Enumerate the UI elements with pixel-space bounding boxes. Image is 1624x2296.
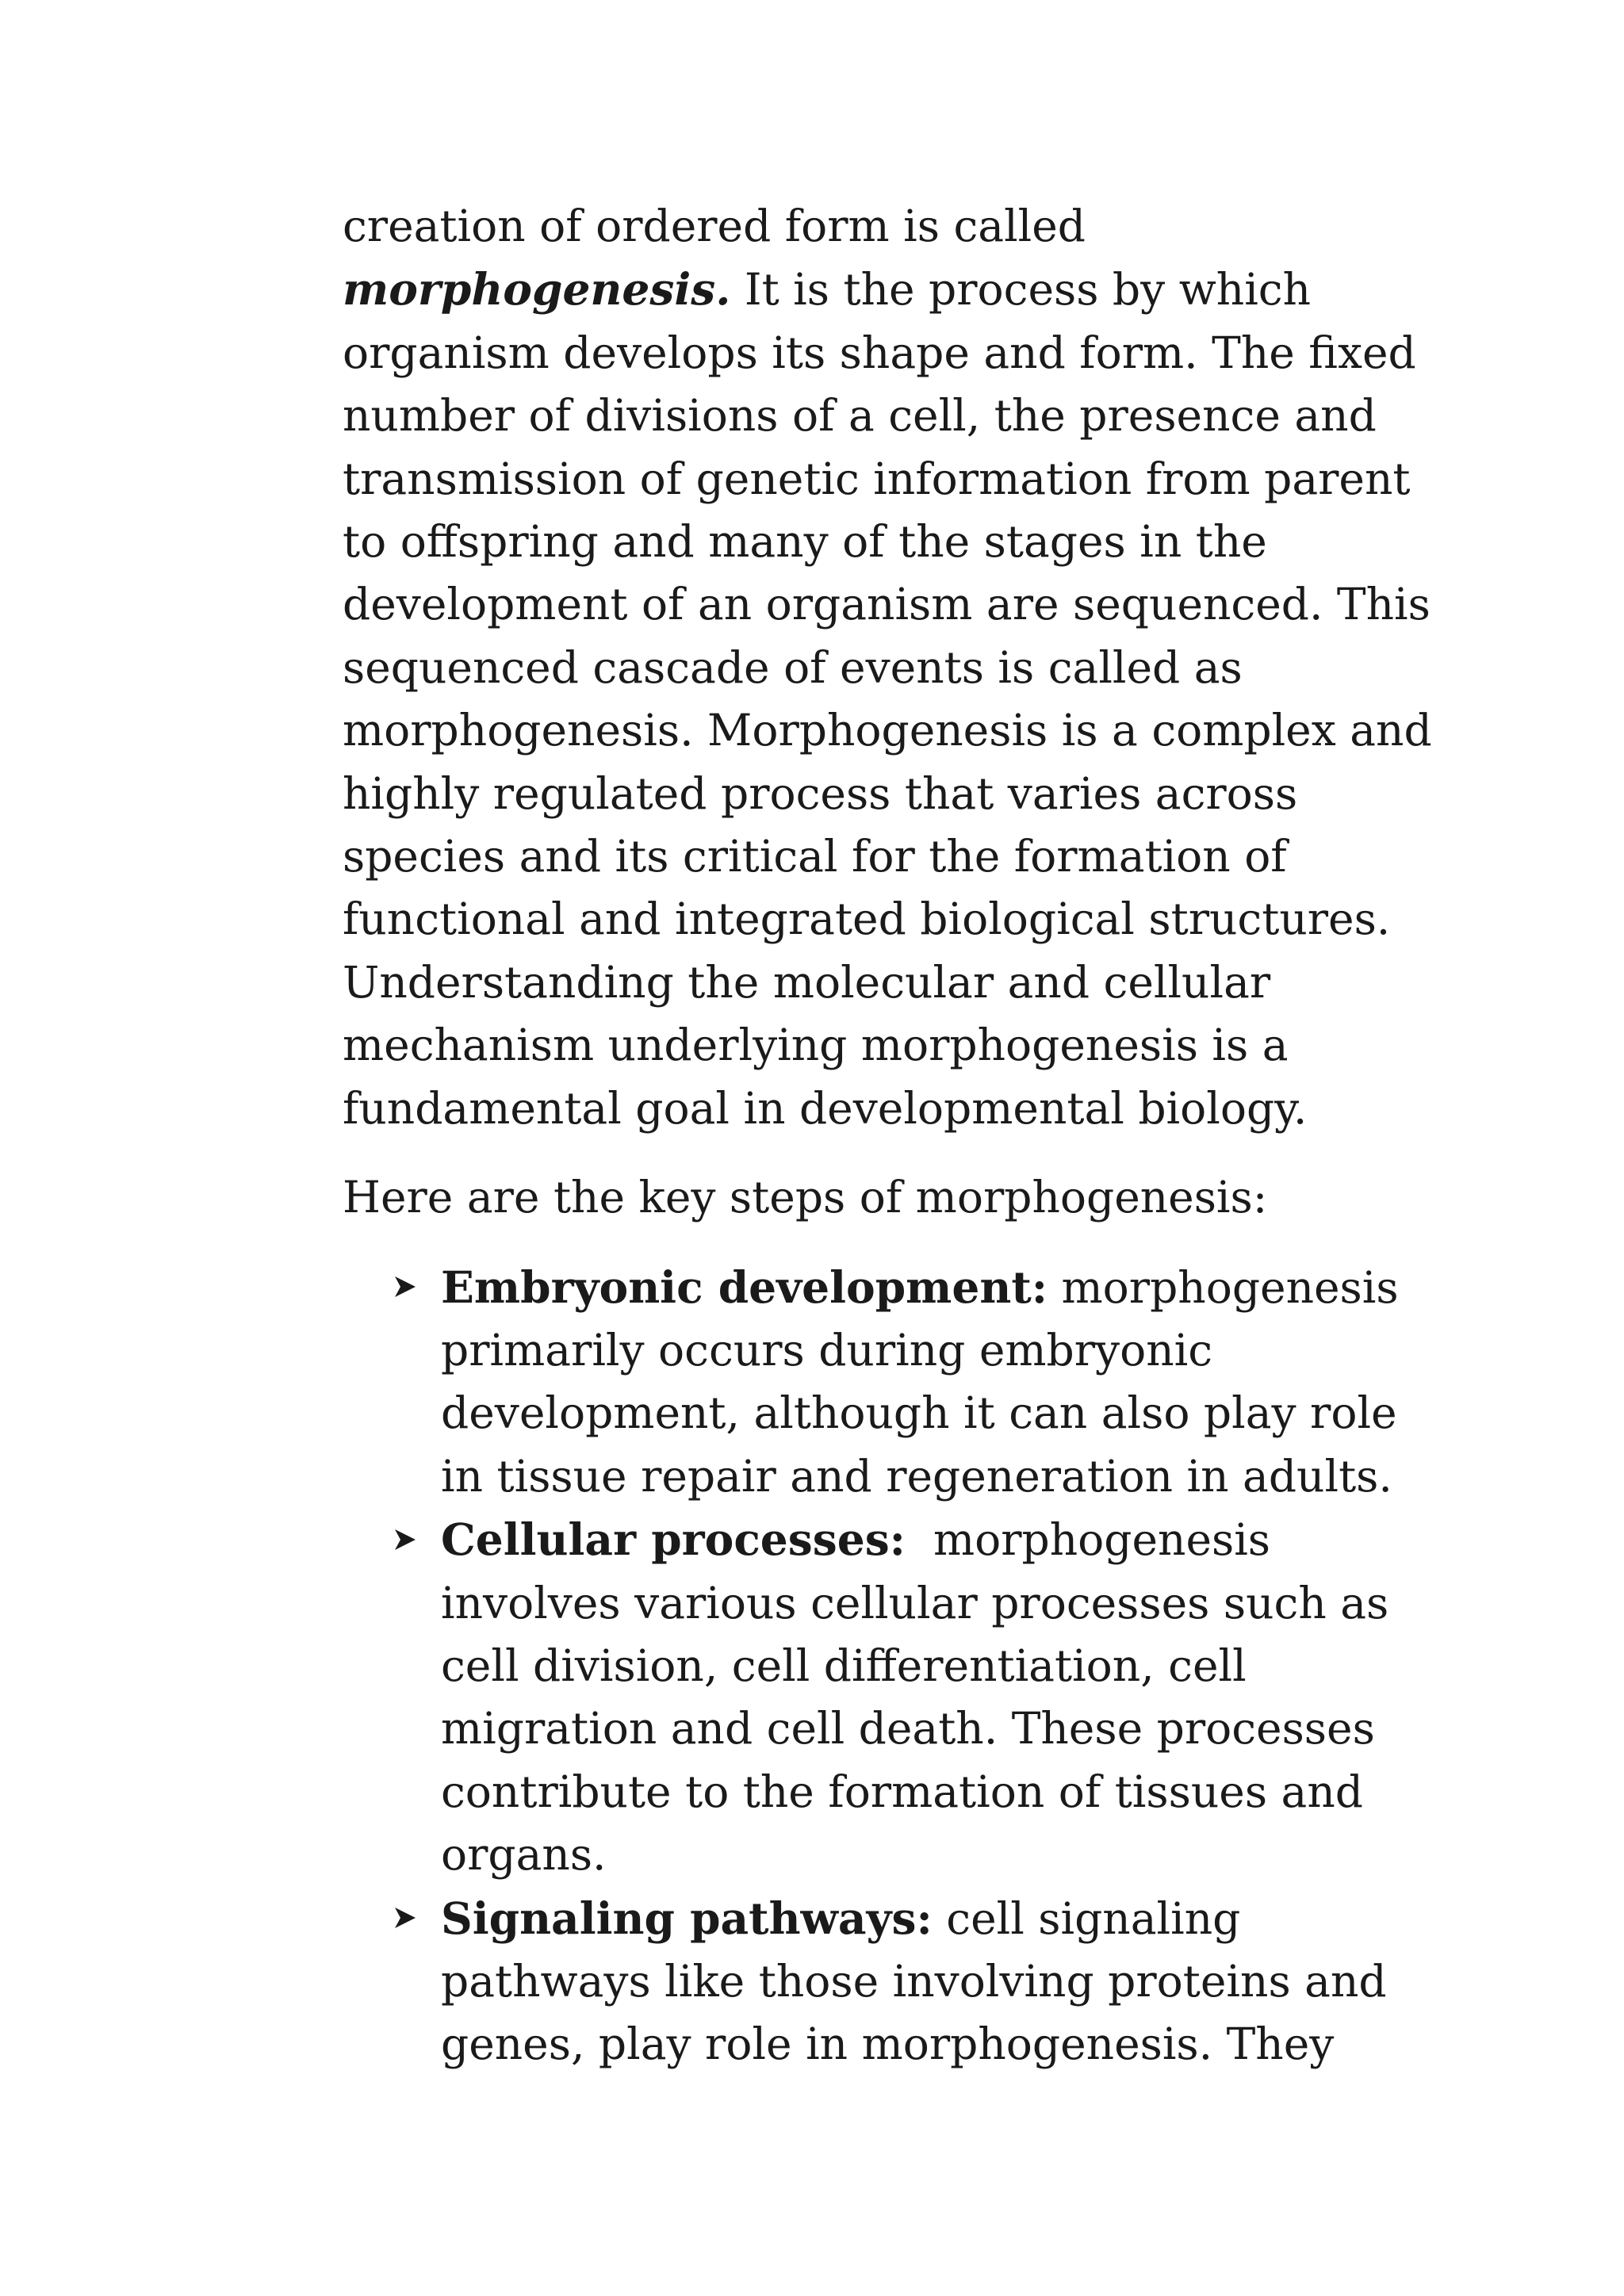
bullet-line: development, although it can also play role xyxy=(441,1387,1397,1439)
intro-line: to offspring and many of the stages in the xyxy=(343,516,1267,568)
list-item xyxy=(343,1508,1453,1886)
bullet-line: in tissue repair and regeneration in adults. xyxy=(441,1450,1392,1502)
intro-line: morphogenesis. Morphogenesis is a complex and xyxy=(343,705,1432,756)
intro-line: number of divisions of a cell, the presence and xyxy=(343,390,1377,442)
arrowhead-bullet-icon xyxy=(393,1887,428,1950)
intro-line: functional and integrated biological structures. xyxy=(343,894,1391,945)
intro-line: fundamental goal in developmental biology. xyxy=(343,1082,1308,1134)
intro-line: mechanism underlying morphogenesis is a xyxy=(343,1020,1289,1071)
bullet-line xyxy=(441,1508,1453,1571)
bullet-line: primarily occurs during embryonic xyxy=(441,1324,1213,1376)
list-item xyxy=(343,1887,1453,2076)
bullet-first-rest: morphogenesis xyxy=(1048,1261,1399,1313)
intro-line: transmission of genetic information from parent xyxy=(343,453,1411,504)
intro-line xyxy=(343,258,1453,321)
bullet-line: involves various cellular processes such as xyxy=(441,1577,1389,1628)
page-content xyxy=(343,195,1453,2076)
key-term: morphogenesis. xyxy=(343,263,731,316)
intro-line: species and its critical for the formation of xyxy=(343,831,1287,882)
bullet-line: cell division, cell differentiation, cell xyxy=(441,1640,1247,1691)
intro-paragraph xyxy=(343,195,1453,1140)
bullet-term: Embryonic development: xyxy=(441,1261,1048,1313)
bullet-first-rest: cell signaling xyxy=(932,1892,1241,1944)
intro-line: sequenced cascade of events is called as xyxy=(343,641,1243,693)
bullet-line: contribute to the formation of tissues and xyxy=(441,1766,1363,1817)
arrowhead-bullet-icon xyxy=(393,1256,428,1318)
bullet-line xyxy=(441,1887,1453,1950)
list-item xyxy=(343,1256,1453,1509)
arrowhead-bullet-icon xyxy=(393,1508,428,1571)
bullet-line: pathways like those involving proteins and xyxy=(441,1955,1387,2007)
bullet-line: genes, play role in morphogenesis. They xyxy=(441,2019,1335,2070)
bullet-first-rest: morphogenesis xyxy=(906,1514,1271,1566)
intro-line: development of an organism are sequenced. This xyxy=(343,579,1431,630)
key-steps-list xyxy=(343,1256,1453,2076)
intro-line: Understanding the molecular and cellular xyxy=(343,956,1271,1008)
lead-paragraph xyxy=(343,1166,1453,1229)
lead-line: Here are the key steps of morphogenesis: xyxy=(343,1172,1268,1223)
bullet-term: Cellular processes: xyxy=(441,1513,906,1566)
bullet-line: migration and cell death. These processes xyxy=(441,1703,1375,1755)
bullet-line xyxy=(441,1256,1453,1319)
intro-line: creation of ordered form is called xyxy=(343,201,1086,251)
bullet-line: organs. xyxy=(441,1829,607,1881)
intro-line: highly regulated process that varies across xyxy=(343,767,1298,819)
intro-line-rest: It is the process by which xyxy=(730,264,1312,316)
bullet-term: Signaling pathways: xyxy=(441,1892,933,1944)
intro-line: organism develops its shape and form. The fixed xyxy=(343,327,1416,378)
